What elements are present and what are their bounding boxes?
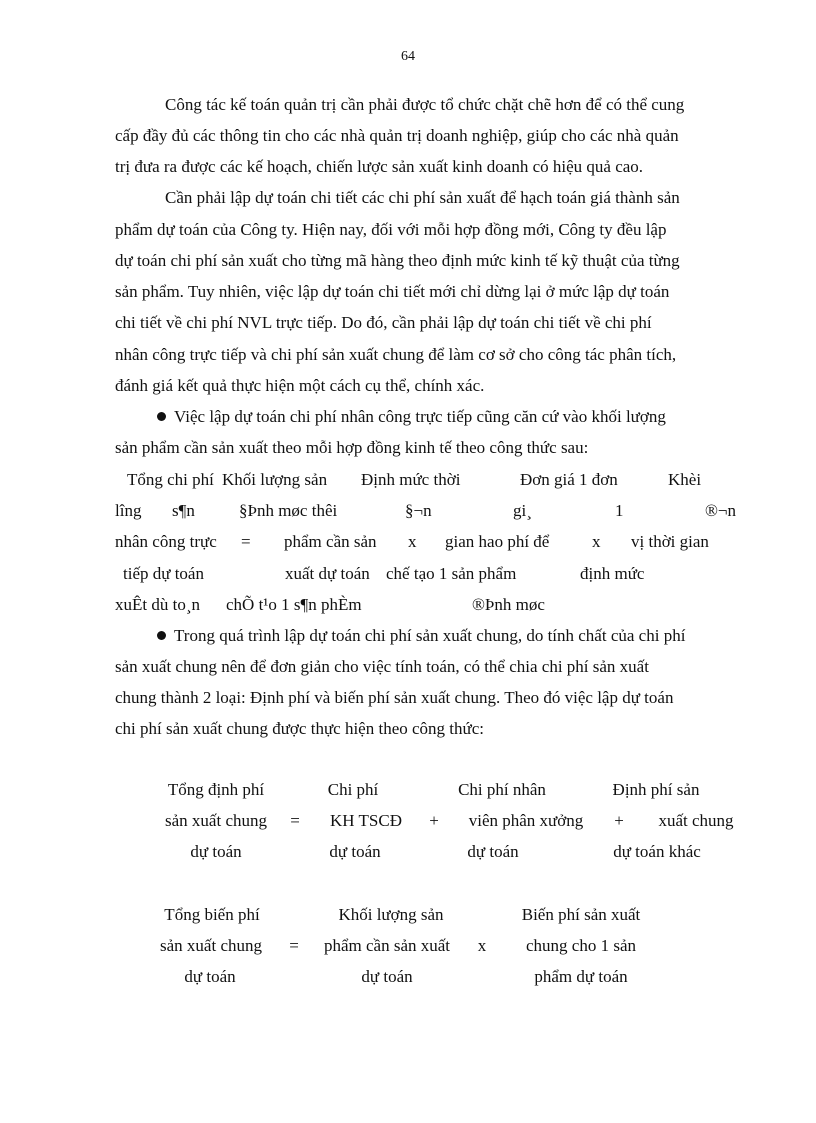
formula-text: KH TSCĐ <box>330 811 402 830</box>
formula-text: Khèi <box>668 470 702 489</box>
formula-operator: x <box>408 532 417 551</box>
formula-text: viên phân xưởng <box>468 811 584 830</box>
formula-text: Khối lượng sản <box>338 905 444 924</box>
bullet-line <box>157 626 685 646</box>
formula-text: §Þnh møc thêi <box>239 501 338 520</box>
formula-text: ®Þnh møc <box>472 595 545 614</box>
formula-operator: + <box>429 811 439 830</box>
bullet-icon <box>157 412 166 421</box>
formula-text: xuÊt dù to¸n <box>115 595 200 614</box>
text-line: dự toán chi phí sản xuất cho từng mã hàng theo định mức kinh tế kỹ thuật của từng <box>115 251 680 270</box>
formula-text: định mức <box>580 564 645 583</box>
text-line: chi tiết về chi phí NVL trực tiếp. Do đó, cần phải lập dự toán chi tiết về chi phí <box>115 313 652 332</box>
text-line: sản phẩm cần sản xuất theo mỗi hợp đồng kinh tế theo công thức sau: <box>115 438 589 457</box>
formula-operator: = <box>289 936 299 955</box>
text-line: cấp đầy đủ các thông tin cho các nhà quản trị doanh nghiệp, giúp cho các nhà quản <box>115 126 679 145</box>
formula-text: sản xuất chung <box>160 936 262 955</box>
formula-operator: = <box>241 532 251 551</box>
page-number: 64 <box>401 49 415 64</box>
formula-text: Định phí sản <box>612 780 700 799</box>
text-line: trị đưa ra được các kế hoạch, chiến lược sản xuất kinh doanh có hiệu quả cao. <box>115 157 644 176</box>
formula-text: gian hao phí để <box>445 532 550 551</box>
formula-text: lîng <box>115 501 142 520</box>
formula-text: Tổng định phí <box>167 780 265 799</box>
text-line: nhân công trực tiếp và chi phí sản xuất chung để làm cơ sở cho công tác phân tích, <box>115 345 677 364</box>
formula-text: Biến phí sản xuất <box>521 905 641 924</box>
text-line: sản xuất chung nên để đơn giản cho việc tính toán, có thể chia chi phí sản xuất <box>115 657 649 676</box>
formula-text: chế tạo 1 sản phẩm <box>386 564 517 583</box>
formula-operator: x <box>477 936 487 955</box>
formula-text: phẩm cần sản xuất <box>323 936 451 955</box>
formula-text: s¶n <box>172 501 195 520</box>
formula-text: 1 <box>615 501 624 520</box>
formula-text: sản xuất chung <box>165 811 267 830</box>
formula-text: Chi phí <box>327 780 379 799</box>
formula-operator: = <box>290 811 300 830</box>
text-line: sản phẩm. Tuy nhiên, việc lập dự toán chi tiết mới chỉ dừng lại ở mức lập dự toán <box>115 282 670 301</box>
formula-text: §¬n <box>405 501 432 520</box>
formula-text: vị thời gian <box>631 532 709 551</box>
formula-text: Định mức thời <box>361 470 461 489</box>
text-line: Trong quá trình lập dự toán chi phí sản xuất chung, do tính chất của chi phí <box>174 626 686 645</box>
formula-text: ®¬n <box>705 501 737 520</box>
formula-text: dự toán <box>329 842 381 861</box>
formula-text: tiếp dự toán <box>123 564 204 583</box>
formula-text: xuất dự toán <box>285 564 370 583</box>
formula-text: dự toán <box>184 967 236 986</box>
formula-text: Tổng chi phí <box>127 470 214 489</box>
formula-operator: + <box>614 811 624 830</box>
formula-text: Chi phí nhân <box>458 780 546 799</box>
formula-text: chÕ t¹o 1 s¶n phÈm <box>226 595 362 614</box>
text-line: Công tác kế toán quản trị cần phải được tổ chức chặt chẽ hơn để có thể cung <box>165 95 685 114</box>
formula-text: Tổng biến phí <box>164 905 260 924</box>
formula-text: Đơn giá 1 đơn <box>520 470 618 489</box>
formula-text: chung cho 1 sản <box>525 936 637 955</box>
formula-text: xuất chung <box>658 811 734 830</box>
formula-operator: x <box>592 532 601 551</box>
formula-text: phẩm dự toán <box>534 967 628 986</box>
text-line: phẩm dự toán của Công ty. Hiện nay, đối với mỗi hợp đồng mới, Công ty đều lập <box>115 220 667 239</box>
formula-text: gi¸ <box>513 501 532 520</box>
bullet-icon <box>157 631 166 640</box>
text-line: chung thành 2 loại: Định phí và biến phí sản xuất chung. Theo đó việc lập dự toán <box>115 688 674 707</box>
formula-text: dự toán khác <box>613 842 701 861</box>
bullet-line <box>157 407 666 427</box>
formula-text: nhân công trực <box>115 532 217 551</box>
text-line: chi phí sản xuất chung được thực hiện theo công thức: <box>115 719 484 738</box>
formula-text: dự toán <box>190 842 242 861</box>
formula-text: dự toán <box>467 842 519 861</box>
formula-text: dự toán <box>361 967 413 986</box>
formula-text: Khối lượng sản <box>222 470 328 489</box>
text-line: Cần phải lập dự toán chi tiết các chi phí sản xuất để hạch toán giá thành sản <box>165 188 680 207</box>
formula-text: phẩm cần sản <box>284 532 377 551</box>
text-line: Việc lập dự toán chi phí nhân công trực tiếp cũng căn cứ vào khối lượng <box>174 407 666 426</box>
text-line: đánh giá kết quả thực hiện một cách cụ thể, chính xác. <box>115 376 485 395</box>
